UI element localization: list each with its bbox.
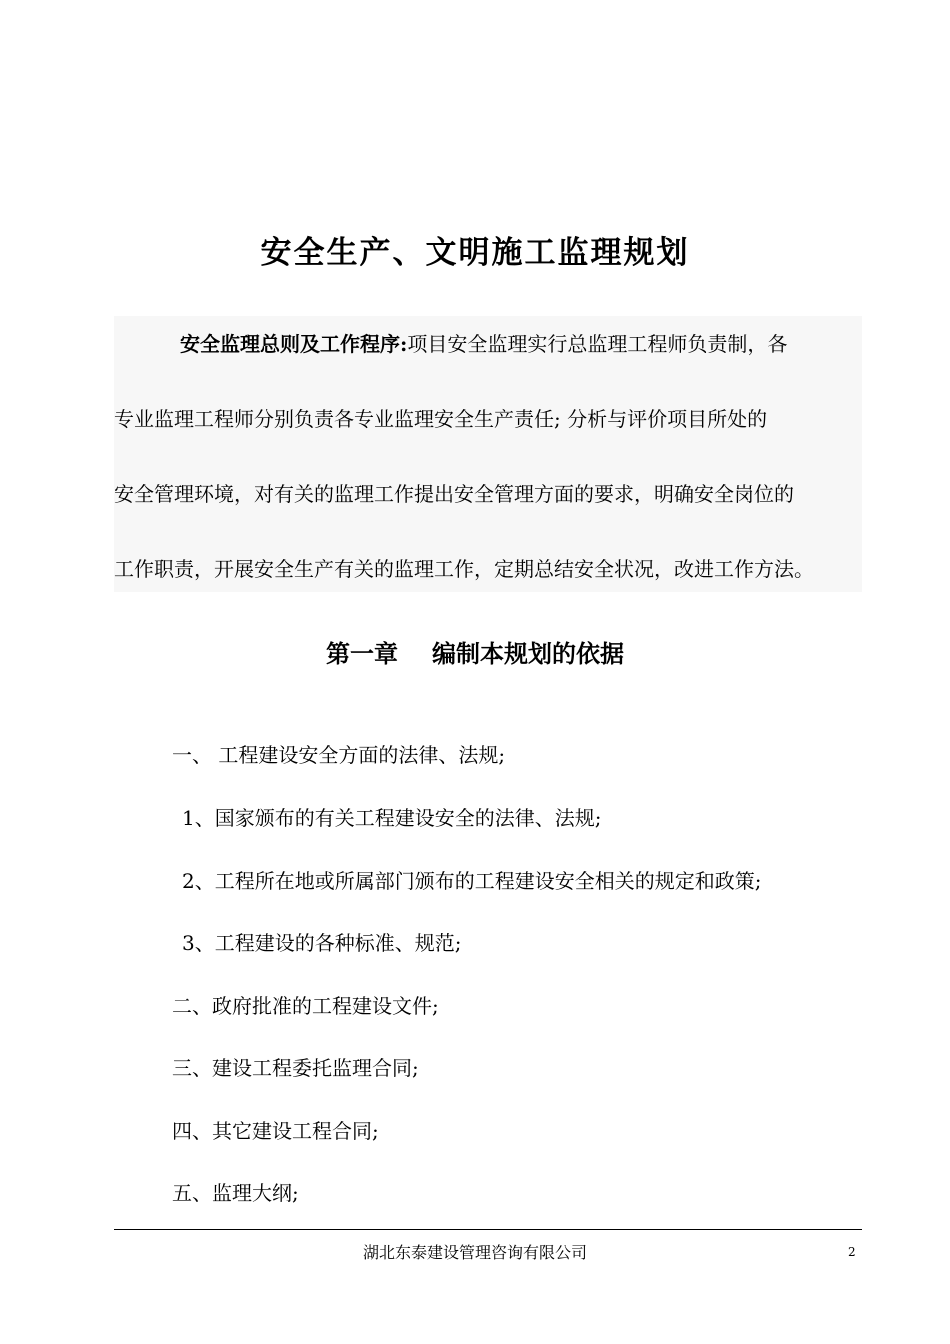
footer-divider [114, 1229, 862, 1230]
chapter-number: 第一章 [326, 639, 398, 668]
list-item: 一、 工程建设安全方面的法律、法规; [172, 743, 506, 767]
list-item: 四、其它建设工程合同; [172, 1119, 379, 1143]
list-item: 1、国家颁布的有关工程建设安全的法律、法规; [182, 806, 602, 830]
summary-line: 专业监理工程师分别负责各专业监理安全生产责任; 分析与评价项目所处的 [114, 407, 768, 431]
list-item: 三、建设工程委托监理合同; [172, 1056, 419, 1080]
footer-company: 湖北东泰建设管理咨询有限公司 [362, 1243, 587, 1262]
summary-line [114, 326, 862, 362]
page-number: 2 [848, 1245, 856, 1259]
document-title: 安全生产、文明施工监理规划 [260, 235, 690, 271]
list-item: 二、政府批准的工程建设文件; [172, 994, 439, 1018]
list-item: 3、工程建设的各种标准、规范; [182, 931, 462, 955]
list-item: 2、工程所在地或所属部门颁布的工程建设安全相关的规定和政策; [182, 869, 762, 893]
list-item: 五、监理大纲; [172, 1181, 299, 1205]
summary-line: 安全管理环境，对有关的监理工作提出安全管理方面的要求，明确安全岗位的 [114, 482, 794, 506]
chapter-title: 编制本规划的依据 [432, 639, 624, 668]
summary-line: 工作职责，开展安全生产有关的监理工作，定期总结安全状况，改进工作方法。 [114, 557, 814, 581]
summary-heading: 安全监理总则及工作程序: [180, 332, 408, 356]
summary-text: 项目安全监理实行总监理工程师负责制，各 [407, 332, 788, 356]
chapter-heading [0, 632, 950, 676]
